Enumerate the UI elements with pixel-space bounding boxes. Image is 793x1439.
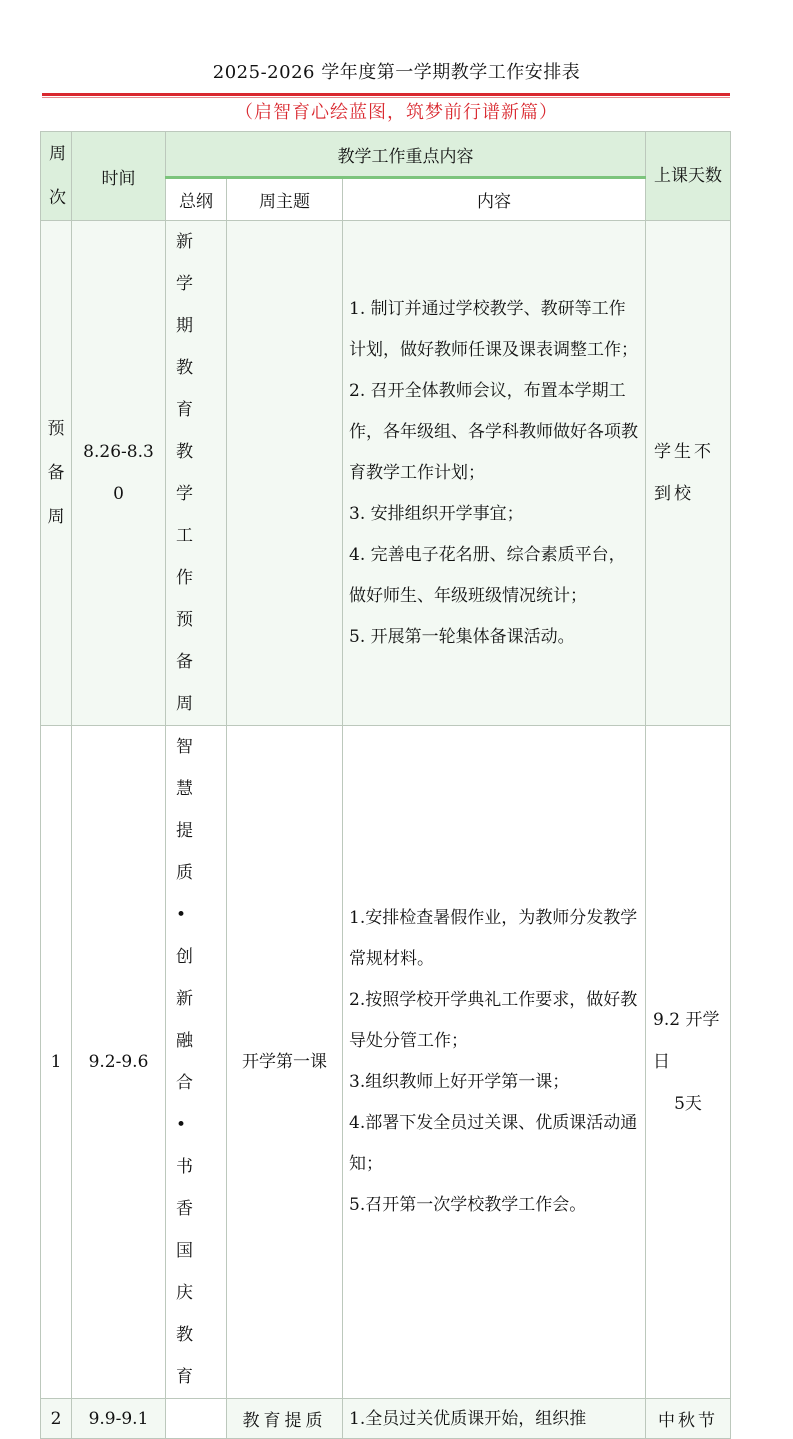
row-week: 1 — [41, 726, 72, 1399]
row-days: 学生不到校 — [646, 221, 731, 726]
content-item: 1. 制订并通过学校教学、教研等工作计划，做好教师任课及课表调整工作； — [349, 298, 638, 360]
content-item: 5.召开第一次学校教学工作会。 — [349, 1195, 587, 1215]
row-week: 预备周 — [41, 221, 72, 726]
header-key-content: 教学工作重点内容 — [166, 132, 646, 178]
red-divider — [42, 93, 730, 96]
row-time: 9.9-9.1 — [72, 1399, 166, 1439]
row-theme: 教育提质 — [227, 1399, 343, 1439]
content-item: 3. 安排组织开学事宜； — [349, 503, 524, 524]
content-item: 1.安排检查暑假作业，为教师分发教学常规材料。 — [349, 908, 638, 969]
row-outline: 新学期教育教学工作预备周 — [166, 221, 227, 726]
content-item: 4.部署下发全员过关课、优质课活动通知； — [349, 1113, 638, 1174]
header-time: 时间 — [72, 132, 166, 221]
content-item: 2. 召开全体教师会议，布置本学期工作，各年级组、各学科教师做好各项教育教学工作计划； — [349, 380, 638, 483]
table-row — [41, 1399, 731, 1439]
content-item: 1.全员过关优质课开始，组织推 — [349, 1408, 587, 1429]
schedule-table — [40, 131, 731, 1439]
content-item: 2.按照学校开学典礼工作要求，做好教导处分管工作； — [349, 990, 638, 1051]
row-content — [343, 1399, 646, 1439]
row-content — [343, 726, 646, 1399]
row-days: 9.2 开学日 5天 — [646, 726, 731, 1399]
header-content: 内容 — [343, 178, 646, 221]
table-row — [41, 726, 731, 1399]
header-outline: 总纲 — [166, 178, 227, 221]
row-week: 2 — [41, 1399, 72, 1439]
row-outline-continued — [166, 1399, 227, 1439]
row-time: 9.2-9.6 — [72, 726, 166, 1399]
row-theme — [227, 221, 343, 726]
row-outline: 智慧提质•创新融合•书香国庆教育 — [166, 726, 227, 1399]
content-item: 4. 完善电子花名册、综合素质平台，做好师生、年级班级情况统计； — [349, 544, 626, 606]
page-subtitle: （启智育心绘蓝图，筑梦前行谱新篇） — [235, 102, 558, 123]
header-theme: 周主题 — [227, 178, 343, 221]
row-time: 8.26-8.30 — [72, 221, 166, 726]
row-theme: 开学第一课 — [227, 726, 343, 1399]
content-item: 5. 开展第一轮集体备课活动。 — [349, 626, 575, 647]
content-item: 3.组织教师上好开学第一课； — [349, 1072, 570, 1092]
page-title: 2025-2026 学年度第一学期教学工作安排表 — [212, 62, 581, 83]
row-days: 中秋节 — [646, 1399, 731, 1439]
row-content — [343, 221, 646, 726]
header-days: 上课天数 — [646, 132, 731, 221]
header-week: 周次 — [41, 132, 72, 221]
table-row — [41, 221, 731, 726]
